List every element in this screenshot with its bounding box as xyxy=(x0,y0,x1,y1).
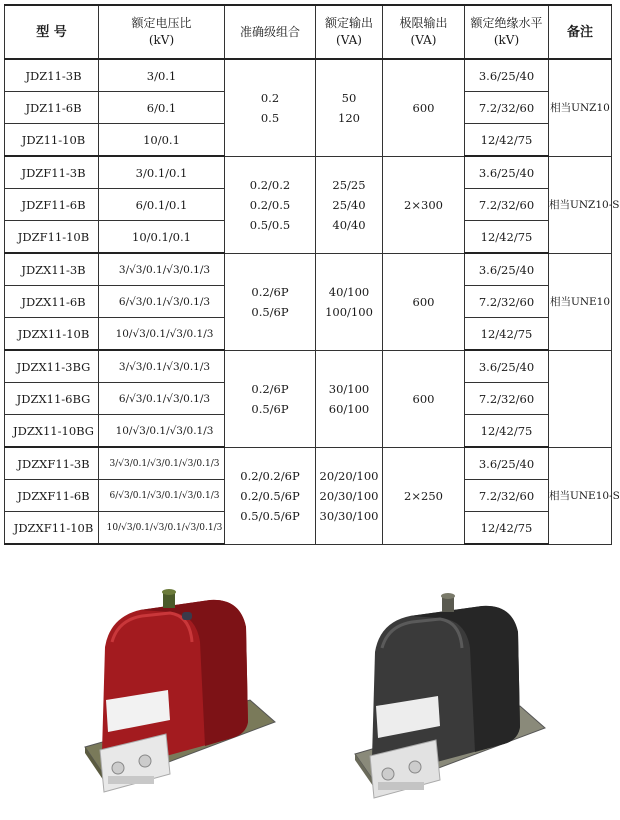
table-row xyxy=(5,59,612,92)
limit-output-cell: 600 xyxy=(383,253,465,350)
ratio-cell: 6/0.1/0.1 xyxy=(99,189,225,221)
model-cell: JDZXF11-10B xyxy=(5,512,99,545)
accuracy-cell: 0.2/0.2/6P 0.2/0.5/6P 0.5/0.5/6P xyxy=(225,447,316,544)
group-jdz11 xyxy=(5,59,612,156)
ratio-cell: 10/0.1 xyxy=(99,124,225,157)
model-cell: JDZXF11-6B xyxy=(5,480,99,512)
insulation-cell: 7.2/32/60 xyxy=(465,92,549,124)
table-header xyxy=(5,5,612,59)
ratio-cell: 6/√3/0.1/√3/0.1/3 xyxy=(99,383,225,415)
rated-output-cell: 20/20/100 20/30/100 30/30/100 xyxy=(316,447,383,544)
rated-output-cell: 50 120 xyxy=(316,59,383,156)
ratio-cell: 10/√3/0.1/√3/0.1/3 xyxy=(99,318,225,351)
header-note: 备注 xyxy=(549,5,612,59)
limit-output-cell: 600 xyxy=(383,59,465,156)
model-cell: JDZXF11-3B xyxy=(5,447,99,480)
insulation-cell: 12/42/75 xyxy=(465,318,549,351)
table-row xyxy=(5,447,612,480)
note-cell xyxy=(549,350,612,447)
ratio-cell: 6/√3/0.1/√3/0.1/3 xyxy=(99,286,225,318)
insulation-cell: 7.2/32/60 xyxy=(465,383,549,415)
model-cell: JDZF11-6B xyxy=(5,189,99,221)
rated-output-cell: 40/100 100/100 xyxy=(316,253,383,350)
spec-table xyxy=(4,4,620,545)
group-jdzf11 xyxy=(5,156,620,253)
model-cell: JDZX11-3B xyxy=(5,253,99,286)
insulation-cell: 7.2/32/60 xyxy=(465,286,549,318)
accuracy-cell: 0.2/6P 0.5/6P xyxy=(225,350,316,447)
insulation-cell: 7.2/32/60 xyxy=(465,480,549,512)
group-jdzx11-bg xyxy=(5,350,612,447)
product-photos-svg xyxy=(0,572,614,820)
model-cell: JDZX11-6BG xyxy=(5,383,99,415)
accuracy-cell: 0.2/6P 0.5/6P xyxy=(225,253,316,350)
accuracy-cell: 0.2/0.2 0.2/0.5 0.5/0.5 xyxy=(225,156,316,253)
insulation-cell: 3.6/25/40 xyxy=(465,59,549,92)
insulation-cell: 12/42/75 xyxy=(465,512,549,545)
product-photos xyxy=(0,572,614,820)
insulation-cell: 3.6/25/40 xyxy=(465,350,549,383)
group-jdzx11 xyxy=(5,253,612,350)
ratio-cell: 3/√3/0.1/√3/0.1/3 xyxy=(99,253,225,286)
rated-output-cell: 30/100 60/100 xyxy=(316,350,383,447)
ratio-cell: 6/√3/0.1/√3/0.1/√3/0.1/3 xyxy=(99,480,225,512)
model-cell: JDZ11-6B xyxy=(5,92,99,124)
table-row xyxy=(5,253,612,286)
insulation-cell: 3.6/25/40 xyxy=(465,253,549,286)
note-cell: 相当UNZ10 xyxy=(549,59,612,156)
header-insulation: 额定绝缘水平 (kV) xyxy=(465,5,549,59)
limit-output-cell: 600 xyxy=(383,350,465,447)
ratio-cell: 3/√3/0.1/√3/0.1/3 xyxy=(99,350,225,383)
header-ratio: 额定电压比 (kV) xyxy=(99,5,225,59)
note-cell: 相当UNZ10-S xyxy=(549,156,612,253)
header-rated-output: 额定输出 (VA) xyxy=(316,5,383,59)
header-model: 型 号 xyxy=(5,5,99,59)
model-cell: JDZF11-10B xyxy=(5,221,99,254)
accuracy-cell: 0.2 0.5 xyxy=(225,59,316,156)
model-cell: JDZX11-10BG xyxy=(5,415,99,448)
note-cell: 相当UNE10-S xyxy=(549,447,612,544)
ratio-cell: 10/0.1/0.1 xyxy=(99,221,225,254)
rated-output-cell: 25/25 25/40 40/40 xyxy=(316,156,383,253)
ratio-cell: 3/0.1/0.1 xyxy=(99,156,225,189)
ratio-cell: 6/0.1 xyxy=(99,92,225,124)
insulation-cell: 3.6/25/40 xyxy=(465,447,549,480)
insulation-cell: 12/42/75 xyxy=(465,415,549,448)
insulation-cell: 3.6/25/40 xyxy=(465,156,549,189)
limit-output-cell: 2×300 xyxy=(383,156,465,253)
header-accuracy: 准确级组合 xyxy=(225,5,316,59)
ratio-cell: 10/√3/0.1/√3/0.1/3 xyxy=(99,415,225,448)
model-cell: JDZ11-3B xyxy=(5,59,99,92)
model-cell: JDZX11-3BG xyxy=(5,350,99,383)
insulation-cell: 12/42/75 xyxy=(465,221,549,254)
ratio-cell: 3/√3/0.1/√3/0.1/√3/0.1/3 xyxy=(99,447,225,480)
grey-transformer-image xyxy=(355,593,545,798)
insulation-cell: 12/42/75 xyxy=(465,124,549,157)
ratio-cell: 10/√3/0.1/√3/0.1/√3/0.1/3 xyxy=(99,512,225,545)
model-cell: JDZF11-3B xyxy=(5,156,99,189)
insulation-cell: 7.2/32/60 xyxy=(465,189,549,221)
table-row xyxy=(5,156,612,189)
model-cell: JDZX11-10B xyxy=(5,318,99,351)
model-cell: JDZ11-10B xyxy=(5,124,99,157)
group-jdzxf11 xyxy=(5,447,620,544)
model-cell: JDZX11-6B xyxy=(5,286,99,318)
note-cell: 相当UNE10 xyxy=(549,253,612,350)
red-transformer-image xyxy=(85,589,275,792)
ratio-cell: 3/0.1 xyxy=(99,59,225,92)
limit-output-cell: 2×250 xyxy=(383,447,465,544)
header-limit-output: 极限输出 (VA) xyxy=(383,5,465,59)
table-row xyxy=(5,350,612,383)
